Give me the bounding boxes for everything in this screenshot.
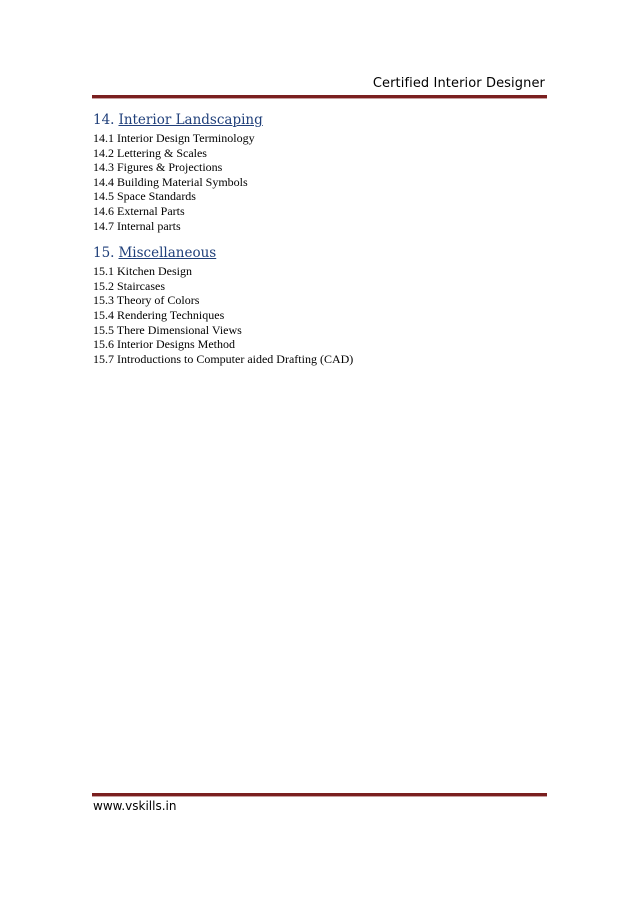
header-divider	[92, 95, 547, 98]
list-item: 15.6 Interior Designs Method	[93, 337, 235, 352]
list-item: 14.1 Interior Design Terminology	[93, 131, 255, 145]
list-item: 15.4 Rendering Techniques	[93, 307, 225, 322]
section-miscellaneous	[93, 245, 548, 366]
list-item: 14.6 External Parts	[93, 203, 185, 218]
list-item: 15.7 Introductions to Computer aided Drafting (CAD)	[93, 351, 354, 366]
section-interior-landscaping	[93, 112, 548, 233]
footer-url: www.vskills.in	[93, 799, 177, 813]
section-heading	[93, 112, 548, 129]
page-header-title: Certified Interior Designer	[372, 76, 545, 91]
section-item-list	[93, 264, 548, 366]
footer-divider	[92, 793, 547, 796]
section-item-list	[93, 131, 548, 233]
list-item: 14.5 Space Standards	[93, 189, 196, 204]
section-heading	[93, 245, 548, 262]
list-item: 15.5 There Dimensional Views	[93, 322, 242, 337]
list-item: 15.1 Kitchen Design	[93, 264, 192, 279]
section-number: 14.	[93, 112, 115, 128]
list-item: 14.3 Figures & Projections	[93, 160, 223, 175]
list-item: 14.4 Building Material Symbols	[93, 174, 248, 189]
list-item: 15.2 Staircases	[93, 278, 165, 293]
list-item: 14.2 Lettering & Scales	[93, 145, 207, 160]
section-title: Miscellaneous	[118, 245, 217, 262]
section-title: Interior Landscaping	[118, 112, 263, 128]
list-item: 14.7 Internal parts	[93, 218, 181, 233]
section-number: 15.	[93, 245, 115, 262]
page-content	[93, 112, 548, 378]
list-item: 15.3 Theory of Colors	[93, 293, 200, 308]
